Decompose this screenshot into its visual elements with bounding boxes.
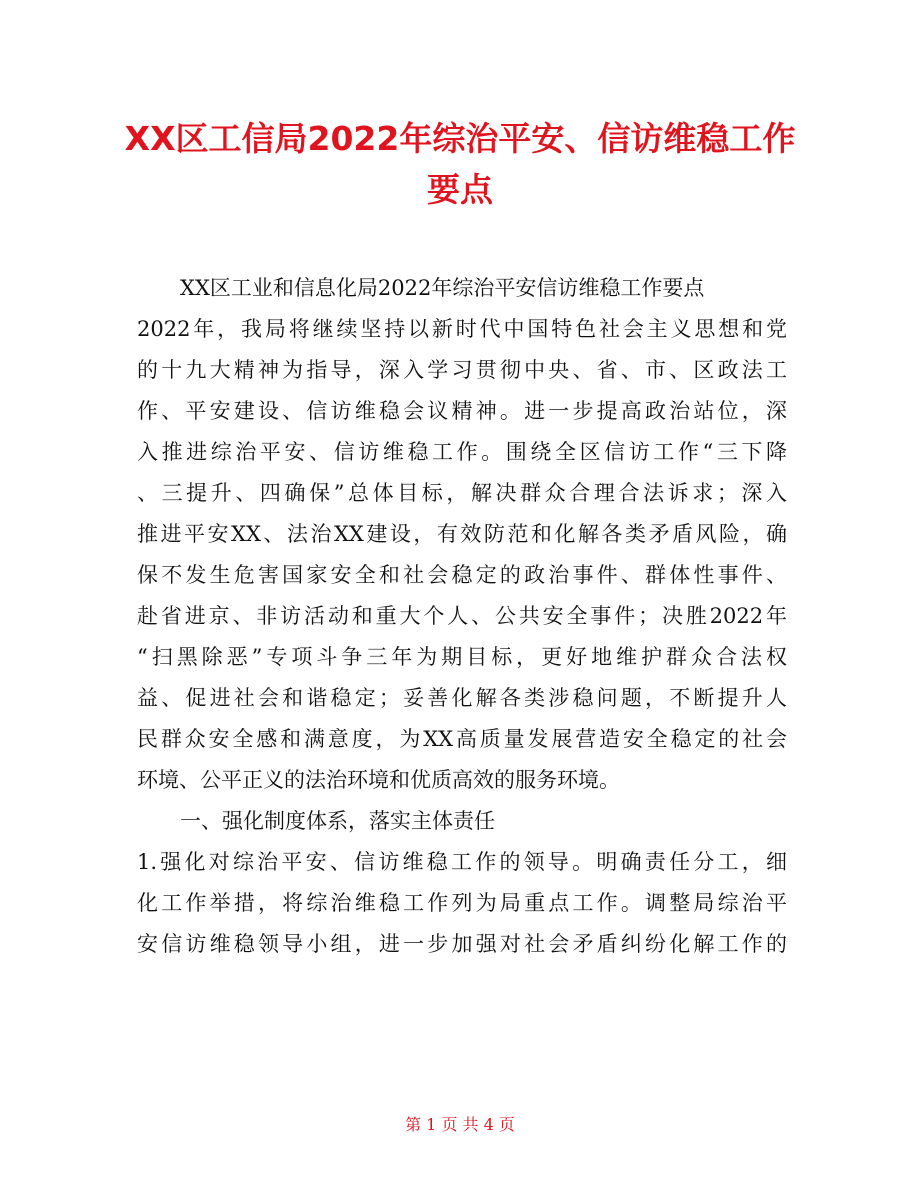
body-line: 安信访维稳领导小组，进一步加强对社会矛盾纠纷化解工作的 bbox=[137, 932, 787, 956]
body-line: 的十九大精神为指导，深入学习贯彻中央、省、市、区政法工 bbox=[137, 358, 787, 382]
body-line: 1.强化对综治平安、信访维稳工作的领导。明确责任分工，细 bbox=[137, 850, 787, 874]
body-line: 入推进综治平安、信访维稳工作。围绕全区信访工作“三下降 bbox=[137, 440, 787, 464]
body-line: 化工作举措，将综治维稳工作列为局重点工作。调整局综治平 bbox=[137, 891, 787, 915]
body-line: 保不发生危害国家安全和社会稳定的政治事件、群体性事件、 bbox=[137, 563, 787, 587]
body-line: 作、平安建设、信访维稳会议精神。进一步提高政治站位，深 bbox=[137, 399, 787, 423]
document-title-line-1: XX区工信局2022年综治平安、信访维稳工作 bbox=[124, 119, 796, 158]
body-line: 、三提升、四确保”总体目标，解决群众合理合法诉求；深入 bbox=[137, 481, 787, 505]
document-title-line-2: 要点 bbox=[427, 170, 493, 209]
section-heading: 一、强化制度体系，落实主体责任 bbox=[180, 809, 495, 833]
body-line: 赴省进京、非访活动和重大个人、公共安全事件；决胜2022年 bbox=[137, 604, 787, 628]
body-line: 环境、公平正义的法治环境和优质高效的服务环境。 bbox=[137, 768, 620, 792]
body-line: 推进平安XX、法治XX建设，有效防范和化解各类矛盾风险，确 bbox=[137, 522, 787, 546]
body-line: “扫黑除恶”专项斗争三年为期目标，更好地维护群众合法权 bbox=[137, 645, 787, 669]
page-footer: 第 1 页 共 4 页 bbox=[405, 1115, 515, 1134]
body-line: 2022年，我局将继续坚持以新时代中国特色社会主义思想和党 bbox=[137, 317, 787, 341]
body-line: 民群众安全感和满意度，为XX高质量发展营造安全稳定的社会 bbox=[137, 727, 787, 751]
document-body bbox=[137, 268, 787, 965]
body-line: 益、促进社会和谐稳定；妥善化解各类涉稳问题，不断提升人 bbox=[137, 686, 787, 710]
body-line: XX区工业和信息化局2022年综治平安信访维稳工作要点 bbox=[180, 276, 705, 300]
